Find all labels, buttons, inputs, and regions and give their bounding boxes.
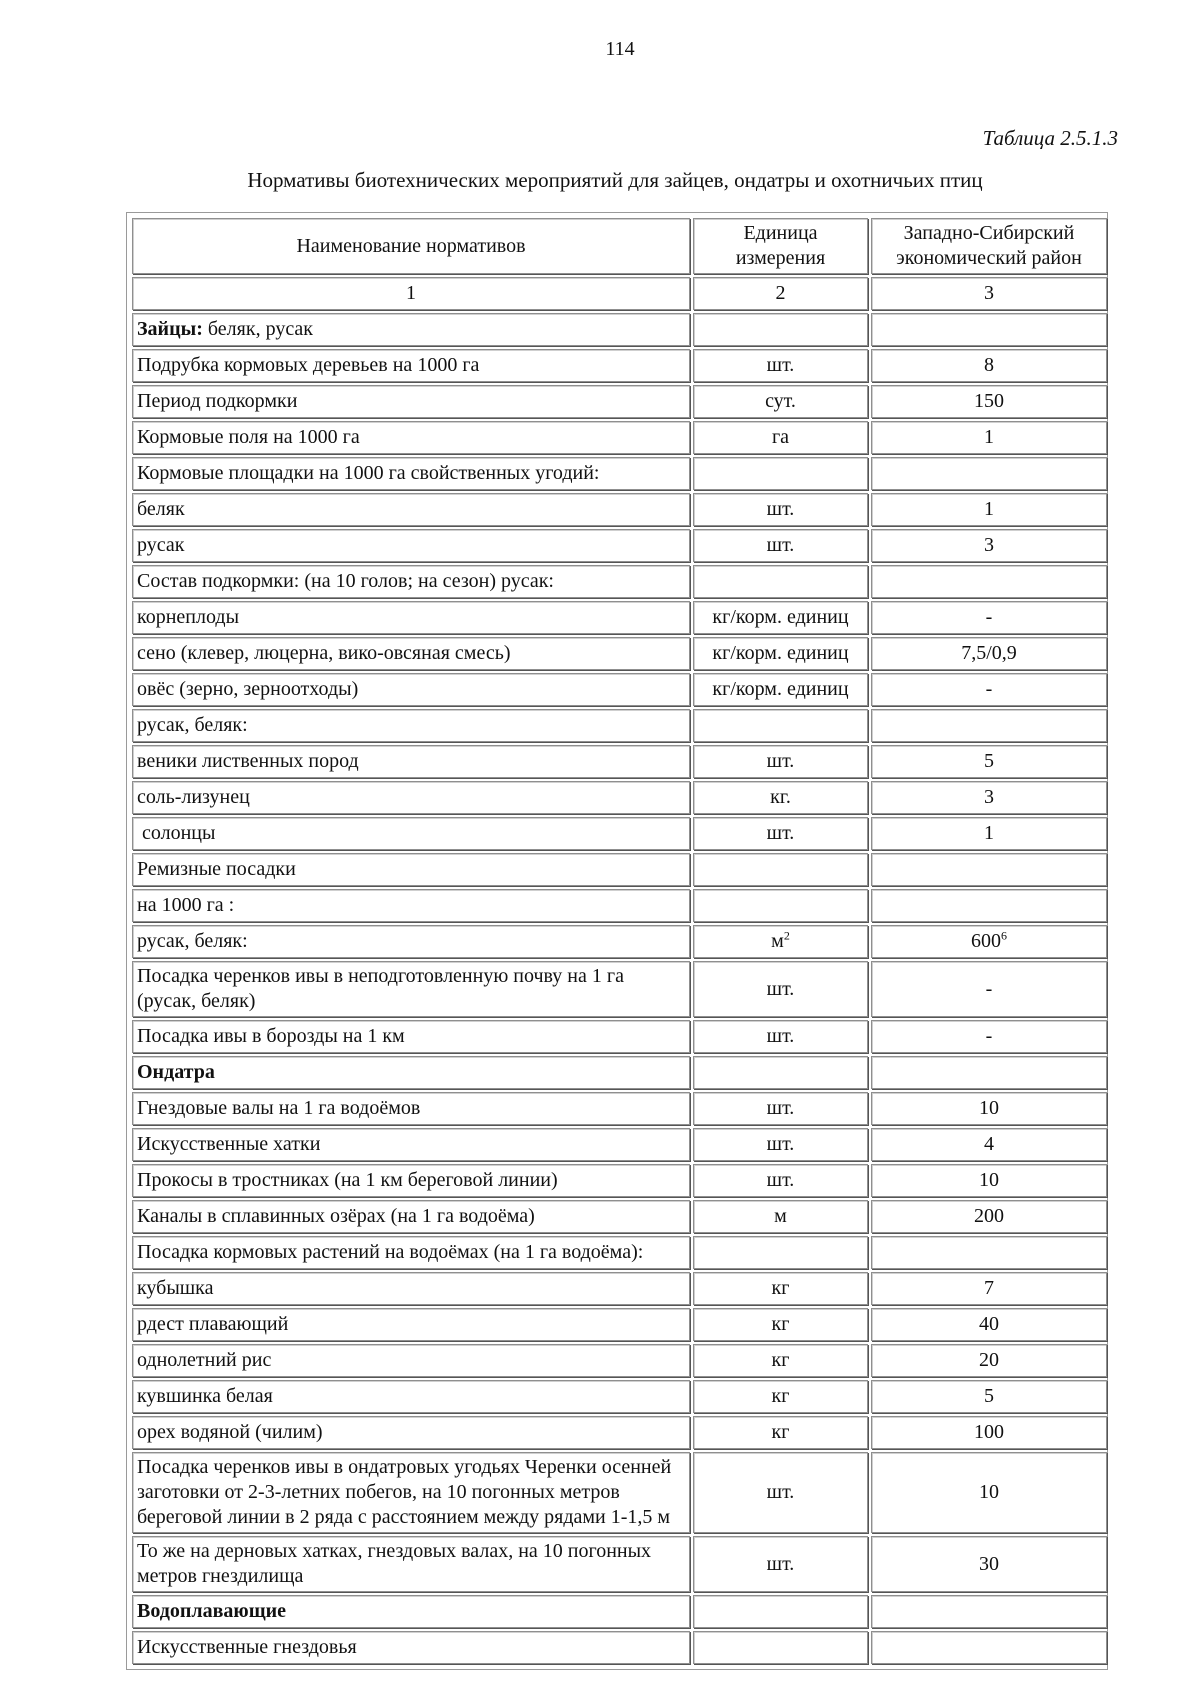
value-text: 100 (974, 1421, 1004, 1443)
table-row (132, 1536, 1107, 1592)
cell-value (871, 745, 1107, 778)
cell-name (132, 493, 690, 526)
cell-name (132, 1128, 690, 1161)
value-superscript: 6 (1001, 928, 1007, 943)
cell-value (871, 673, 1107, 706)
cell-unit (693, 601, 868, 634)
cell-name (132, 1380, 690, 1413)
norm-name: русак, беляк: (137, 930, 248, 952)
cell-value (871, 925, 1107, 958)
page-number: 114 (605, 38, 635, 60)
unit-text: кг/корм. единиц (712, 606, 849, 628)
value-text: 20 (979, 1349, 999, 1371)
cell-unit (693, 421, 868, 454)
cell-value (871, 637, 1107, 670)
cell-value (871, 1631, 1107, 1664)
table-title: Нормативы биотехнических мероприятий для зайцев, ондатры и охотничьих птиц (247, 168, 983, 192)
value-text: - (985, 606, 993, 628)
cell-value (871, 1272, 1107, 1305)
column-number-row (132, 277, 1107, 310)
unit-text: га (771, 426, 790, 448)
cell-value (871, 493, 1107, 526)
table-row (132, 1092, 1107, 1125)
value-text: - (985, 1025, 993, 1047)
unit-text: кг/корм. единиц (712, 642, 849, 664)
cell-unit (693, 961, 868, 1017)
norm-name: Посадка черенков ивы в ондатровых угодьях Черенки осенней заготовки от 2-3-летних побегов, на 10 погонных метров береговой линии в 2 ряда с расстоянием между рядами 1-1,5 м (137, 1456, 677, 1528)
cell-name (132, 1631, 690, 1664)
table-row (132, 1272, 1107, 1305)
norm-name: орех водяной (чилим) (137, 1421, 323, 1443)
cell-unit (693, 1452, 868, 1533)
cell-unit (693, 565, 868, 598)
cell-unit (693, 709, 868, 742)
cell-value (871, 385, 1107, 418)
table-row (132, 745, 1107, 778)
unit-text: м (774, 1205, 787, 1227)
cell-unit (693, 889, 868, 922)
value-text: - (985, 678, 993, 700)
unit-text: кг (771, 1385, 790, 1407)
cell-unit (693, 925, 868, 958)
cell-value (871, 601, 1107, 634)
cell-name (132, 817, 690, 850)
table-row (132, 1631, 1107, 1664)
cell-name (132, 1200, 690, 1233)
header-region: Западно-Сибирский экономический район (871, 218, 1107, 274)
cell-value (871, 1236, 1107, 1269)
table-row (132, 565, 1107, 598)
table-row (132, 709, 1107, 742)
norm-name: русак, беляк: (137, 714, 248, 736)
norm-name: веники лиственных пород (137, 750, 359, 772)
value-text: 1 (984, 498, 994, 520)
norm-name: Ремизные посадки (137, 858, 296, 880)
cell-name (132, 889, 690, 922)
norm-name: сено (клевер, люцерна, вико-овсяная смесь) (137, 642, 511, 664)
cell-name (132, 457, 690, 490)
cell-unit (693, 853, 868, 886)
cell-unit (693, 781, 868, 814)
value-text: 5 (984, 1385, 994, 1407)
cell-name (132, 1452, 690, 1533)
cell-value (871, 961, 1107, 1017)
cell-unit (693, 1344, 868, 1377)
value-text: 1 (984, 822, 994, 844)
cell-name (132, 1164, 690, 1197)
norms-table-frame (126, 212, 1108, 1670)
cell-name (132, 565, 690, 598)
section-heading: Водоплавающие (137, 1600, 286, 1622)
norm-name: кубышка (137, 1277, 214, 1299)
cell-unit (693, 1272, 868, 1305)
cell-name (132, 745, 690, 778)
cell-unit (693, 1200, 868, 1233)
cell-unit (693, 1164, 868, 1197)
cell-value (871, 1308, 1107, 1341)
cell-name (132, 601, 690, 634)
norm-name: рдест плавающий (137, 1313, 289, 1335)
value-text: 600 (971, 930, 1001, 952)
norm-name: корнеплоды (137, 606, 240, 628)
value-text: 10 (979, 1169, 999, 1191)
norm-name: Кормовые поля на 1000 га (137, 426, 360, 448)
table-row (132, 1344, 1107, 1377)
cell-value (871, 349, 1107, 382)
column-number: 1 (132, 277, 690, 310)
table-row (132, 529, 1107, 562)
table-row (132, 421, 1107, 454)
table-row (132, 349, 1107, 382)
value-text: 7,5/0,9 (961, 642, 1017, 664)
cell-unit (693, 1380, 868, 1413)
cell-value (871, 781, 1107, 814)
table-row (132, 1128, 1107, 1161)
cell-unit (693, 1092, 868, 1125)
norm-name: соль-лизунец (137, 786, 250, 808)
cell-unit (693, 1020, 868, 1053)
table-row (132, 1236, 1107, 1269)
cell-value (871, 1452, 1107, 1533)
cell-name (132, 1236, 690, 1269)
table-row (132, 925, 1107, 958)
table-row (132, 1416, 1107, 1449)
cell-name (132, 529, 690, 562)
value-text: 40 (979, 1313, 999, 1335)
unit-text: шт. (766, 1552, 795, 1575)
norm-name: Состав подкормки: (на 10 голов; на сезон) русак: (137, 570, 554, 592)
cell-value (871, 709, 1107, 742)
norm-name: солонцы (137, 822, 216, 844)
norm-name: Кормовые площадки на 1000 га свойственных угодий: (137, 462, 600, 484)
cell-value (871, 1380, 1107, 1413)
cell-unit (693, 1236, 868, 1269)
value-text: 7 (984, 1277, 994, 1299)
table-row (132, 889, 1107, 922)
cell-unit (693, 673, 868, 706)
norm-name: Посадка черенков ивы в неподготовленную почву на 1 га (русак, беляк) (137, 965, 629, 1012)
norm-name: Прокосы в тростниках (на 1 км береговой линии) (137, 1169, 558, 1191)
cell-unit (693, 1631, 868, 1664)
unit-text: шт. (766, 1169, 795, 1191)
cell-unit (693, 529, 868, 562)
unit-text: шт. (766, 1481, 795, 1503)
unit-superscript: 2 (783, 928, 790, 943)
unit-text: шт. (766, 822, 795, 844)
cell-value (871, 1536, 1107, 1592)
cell-value (871, 1416, 1107, 1449)
norm-name: Период подкормки (137, 390, 298, 412)
cell-name (132, 637, 690, 670)
norm-name: овёс (зерно, зерноотходы) (137, 678, 359, 700)
unit-text: шт. (766, 977, 795, 1000)
table-row (132, 385, 1107, 418)
cell-name (132, 1344, 690, 1377)
table-row (132, 457, 1107, 490)
cell-unit (693, 1056, 868, 1089)
norm-name: Гнездовые валы на 1 га водоёмов (137, 1097, 421, 1119)
cell-name (132, 349, 690, 382)
unit-text: шт. (766, 1133, 795, 1155)
table-row (132, 853, 1107, 886)
table-row (132, 1380, 1107, 1413)
cell-name (132, 1092, 690, 1125)
unit-text: кг (771, 1421, 790, 1443)
cell-value (871, 457, 1107, 490)
table-row (132, 637, 1107, 670)
norm-name: Подрубка кормовых деревьев на 1000 га (137, 354, 480, 376)
section-heading: Ондатра (137, 1061, 215, 1083)
norm-name: Посадка кормовых растений на водоёмах (на 1 га водоёма): (137, 1241, 644, 1263)
table-row (132, 1452, 1107, 1533)
table-row (132, 1200, 1107, 1233)
table-row (132, 961, 1107, 1017)
cell-name (132, 853, 690, 886)
cell-name (132, 385, 690, 418)
cell-value (871, 1128, 1107, 1161)
cell-value (871, 889, 1107, 922)
cell-name (132, 1308, 690, 1341)
norm-name: на 1000 га : (137, 894, 235, 916)
cell-unit (693, 385, 868, 418)
cell-unit (693, 1595, 868, 1628)
unit-text: кг. (770, 786, 791, 808)
cell-unit (693, 1308, 868, 1341)
section-heading: Зайцы: (137, 318, 203, 340)
norm-name: То же на дерновых хатках, гнездовых валах, на 10 погонных метров гнездилища (137, 1540, 657, 1587)
table-row (132, 313, 1107, 346)
norm-name: русак (137, 534, 185, 556)
cell-value (871, 817, 1107, 850)
cell-name (132, 781, 690, 814)
unit-text: сут. (765, 390, 796, 412)
unit-text: шт. (766, 750, 795, 772)
unit-text: кг/корм. единиц (712, 678, 849, 700)
table-row (132, 1020, 1107, 1053)
norm-name: Искусственные гнездовья (137, 1636, 357, 1658)
norm-name: беляк (137, 498, 185, 520)
value-text: 150 (974, 390, 1004, 412)
unit-text: кг (771, 1313, 790, 1335)
cell-unit (693, 457, 868, 490)
cell-name (132, 961, 690, 1017)
cell-value (871, 565, 1107, 598)
value-text: 3 (984, 534, 994, 556)
column-number: 2 (693, 277, 868, 310)
norm-name: кувшинка белая (137, 1385, 273, 1407)
cell-unit (693, 1128, 868, 1161)
cell-unit (693, 313, 868, 346)
cell-value (871, 1595, 1107, 1628)
unit-text: шт. (766, 354, 795, 376)
unit-text: кг (771, 1277, 790, 1299)
table-row (132, 1595, 1107, 1628)
norm-name: Искусственные хатки (137, 1133, 321, 1155)
value-text: 30 (979, 1552, 999, 1575)
table-row (132, 1308, 1107, 1341)
cell-unit (693, 349, 868, 382)
cell-value (871, 853, 1107, 886)
cell-name (132, 673, 690, 706)
cell-value (871, 1200, 1107, 1233)
value-text: 8 (984, 354, 994, 376)
table-row (132, 781, 1107, 814)
cell-value (871, 1020, 1107, 1053)
unit-text: шт. (766, 534, 795, 556)
value-text: 5 (984, 750, 994, 772)
cell-unit (693, 745, 868, 778)
value-text: 3 (984, 786, 994, 808)
cell-value (871, 1344, 1107, 1377)
column-number: 3 (871, 277, 1107, 310)
cell-unit (693, 817, 868, 850)
cell-value (871, 529, 1107, 562)
cell-value (871, 1056, 1107, 1089)
table-header-row (132, 218, 1107, 274)
header-unit: Единица измерения (693, 218, 868, 274)
cell-name (132, 313, 690, 346)
table-row (132, 1056, 1107, 1089)
cell-name (132, 1056, 690, 1089)
table-number: Таблица 2.5.1.3 (982, 126, 1118, 150)
unit-text: шт. (766, 498, 795, 520)
norm-name: беляк, русак (202, 318, 314, 340)
value-text: 4 (984, 1133, 994, 1155)
norms-table (129, 215, 1110, 1667)
cell-name (132, 1536, 690, 1592)
cell-value (871, 1092, 1107, 1125)
value-text: 10 (979, 1097, 999, 1119)
header-name: Наименование нормативов (132, 218, 690, 274)
cell-unit (693, 1416, 868, 1449)
cell-name (132, 1272, 690, 1305)
cell-name (132, 1020, 690, 1053)
value-text: - (985, 977, 993, 1000)
table-row (132, 1164, 1107, 1197)
cell-unit (693, 1536, 868, 1592)
cell-unit (693, 637, 868, 670)
table-row (132, 601, 1107, 634)
cell-name (132, 1416, 690, 1449)
unit-text: м (771, 930, 784, 952)
unit-text: шт. (766, 1097, 795, 1119)
cell-name (132, 421, 690, 454)
value-text: 1 (984, 426, 994, 448)
cell-unit (693, 493, 868, 526)
cell-name (132, 1595, 690, 1628)
unit-text: шт. (766, 1025, 795, 1047)
cell-value (871, 1164, 1107, 1197)
unit-text: кг (771, 1349, 790, 1371)
table-row (132, 673, 1107, 706)
cell-name (132, 709, 690, 742)
cell-value (871, 421, 1107, 454)
table-row (132, 817, 1107, 850)
cell-name (132, 925, 690, 958)
norm-name: Посадка ивы в борозды на 1 км (137, 1025, 405, 1047)
norm-name: однолетний рис (137, 1349, 272, 1371)
norm-name: Каналы в сплавинных озёрах (на 1 га водоёма) (137, 1205, 535, 1227)
value-text: 10 (979, 1481, 999, 1503)
cell-value (871, 313, 1107, 346)
value-text: 200 (974, 1205, 1004, 1227)
table-row (132, 493, 1107, 526)
